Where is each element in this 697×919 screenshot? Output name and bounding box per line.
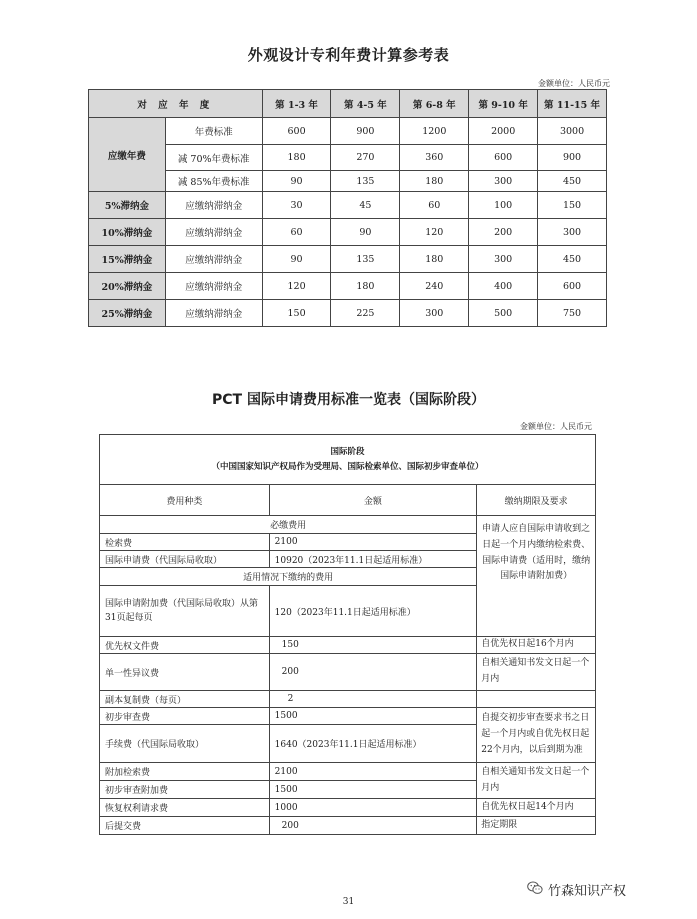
row-label: 应缴纳滞纳金 bbox=[165, 273, 262, 300]
fee-amount: 120（2023年11.1日起适用标准） bbox=[269, 586, 477, 637]
fee-name: 副本复制费（每页） bbox=[100, 691, 270, 708]
required-deadline-note: 申请人应自国际申请收到之日起一个月内缴纳检索费、国际申请费（适用时，缴纳国际申请附加费） bbox=[477, 516, 596, 637]
fee-name: 国际申请附加费（代国际局收取）从第31页起每页 bbox=[100, 586, 270, 637]
cell: 180 bbox=[400, 246, 469, 273]
header-col: 第 9-10 年 bbox=[469, 90, 538, 118]
cell: 180 bbox=[262, 145, 331, 171]
cell: 135 bbox=[331, 246, 400, 273]
table-row bbox=[100, 708, 596, 725]
fee-name: 优先权文件费 bbox=[100, 637, 270, 654]
prelim-deadline-note: 自提交初步审查要求书之日起一个月内或自优先权日起22个月内，以后到期为准 bbox=[477, 708, 596, 763]
table-row bbox=[100, 799, 596, 817]
table-row bbox=[89, 273, 607, 300]
fee-name: 恢复权利请求费 bbox=[100, 799, 270, 817]
late-fee-label: 20%滞纳金 bbox=[89, 273, 166, 300]
fee-amount: 1500 bbox=[269, 781, 477, 799]
fee-name: 国际申请费（代国际局收取） bbox=[100, 551, 270, 568]
cell: 1200 bbox=[400, 118, 469, 145]
fee-deadline: 指定期限 bbox=[477, 817, 596, 835]
section-title: 国际阶段 bbox=[330, 447, 365, 458]
table2-unit: 金额单位：人民币元 bbox=[520, 422, 592, 431]
required-fees-label: 必缴费用 bbox=[100, 516, 477, 534]
cell: 3000 bbox=[538, 118, 607, 145]
table1-title: 外观设计专利年费计算参考表 bbox=[247, 46, 450, 64]
brand-watermark: 竹森知识产权 bbox=[548, 884, 627, 899]
cell: 180 bbox=[331, 273, 400, 300]
cell: 120 bbox=[262, 273, 331, 300]
late-fee-label: 15%滞纳金 bbox=[89, 246, 166, 273]
table-row bbox=[89, 145, 607, 171]
col-header-deadline: 缴纳期限及要求 bbox=[477, 485, 596, 516]
wechat-icon bbox=[527, 881, 543, 895]
cell: 90 bbox=[262, 171, 331, 192]
row-label: 应缴纳滞纳金 bbox=[165, 246, 262, 273]
table-row bbox=[100, 637, 596, 654]
cell: 90 bbox=[331, 219, 400, 246]
row-label: 应缴纳滞纳金 bbox=[165, 192, 262, 219]
cell: 300 bbox=[538, 219, 607, 246]
cell: 90 bbox=[262, 246, 331, 273]
fee-amount: 150 bbox=[269, 637, 477, 654]
cell: 180 bbox=[400, 171, 469, 192]
fee-name: 检索费 bbox=[100, 534, 270, 551]
header-col: 第 4-5 年 bbox=[331, 90, 400, 118]
cell: 450 bbox=[538, 246, 607, 273]
fee-amount: 2100 bbox=[269, 534, 477, 551]
cell: 500 bbox=[469, 300, 538, 327]
fee-amount: 2 bbox=[269, 691, 477, 708]
col-header-amount: 金额 bbox=[269, 485, 477, 516]
row-label: 应缴纳滞纳金 bbox=[165, 300, 262, 327]
table-row bbox=[100, 817, 596, 835]
fee-amount: 200 bbox=[269, 654, 477, 691]
table-row bbox=[100, 516, 596, 534]
fee-name: 单一性异议费 bbox=[100, 654, 270, 691]
fee-deadline: 自优先权日起16个月内 bbox=[477, 637, 596, 654]
fee-amount: 1000 bbox=[269, 799, 477, 817]
fee-amount: 2100 bbox=[269, 763, 477, 781]
cell: 60 bbox=[262, 219, 331, 246]
header-col: 第 1-3 年 bbox=[262, 90, 331, 118]
cell: 100 bbox=[469, 192, 538, 219]
fee-amount: 1500 bbox=[269, 708, 477, 725]
annual-fee-table bbox=[88, 89, 607, 327]
fee-name: 初步审查附加费 bbox=[100, 781, 270, 799]
cell: 900 bbox=[331, 118, 400, 145]
cell: 600 bbox=[469, 145, 538, 171]
fee-amount: 10920（2023年11.1日起适用标准） bbox=[269, 551, 477, 568]
table-row bbox=[100, 654, 596, 691]
cell: 200 bbox=[469, 219, 538, 246]
cell: 135 bbox=[331, 171, 400, 192]
fee-deadline: 自优先权日起14个月内 bbox=[477, 799, 596, 817]
cell: 270 bbox=[331, 145, 400, 171]
row-label: 应缴纳滞纳金 bbox=[165, 219, 262, 246]
cell: 2000 bbox=[469, 118, 538, 145]
table-row bbox=[89, 246, 607, 273]
fee-name: 附加检索费 bbox=[100, 763, 270, 781]
col-header-fee-type: 费用种类 bbox=[100, 485, 270, 516]
cell: 600 bbox=[262, 118, 331, 145]
fee-name: 后提交费 bbox=[100, 817, 270, 835]
cell: 400 bbox=[469, 273, 538, 300]
cell: 120 bbox=[400, 219, 469, 246]
table-row bbox=[100, 763, 596, 781]
cell: 450 bbox=[538, 171, 607, 192]
cell: 240 bbox=[400, 273, 469, 300]
table2-title: PCT 国际申请费用标准一览表（国际阶段） bbox=[212, 392, 485, 408]
cell: 30 bbox=[262, 192, 331, 219]
cell: 360 bbox=[400, 145, 469, 171]
table-row bbox=[89, 192, 607, 219]
due-fee-label: 应缴年费 bbox=[89, 118, 166, 192]
header-year: 对 应 年 度 bbox=[89, 90, 263, 118]
row-label: 减 85%年费标准 bbox=[165, 171, 262, 192]
section-header-row bbox=[100, 435, 596, 485]
additional-deadline-note: 自相关通知书发文日起一个月内 bbox=[477, 763, 596, 799]
cell: 300 bbox=[469, 246, 538, 273]
cell: 300 bbox=[400, 300, 469, 327]
pct-fee-table bbox=[99, 434, 596, 835]
table-row bbox=[89, 300, 607, 327]
table-row bbox=[89, 219, 607, 246]
cell: 150 bbox=[262, 300, 331, 327]
table-row bbox=[100, 691, 596, 708]
fee-name: 手续费（代国际局收取） bbox=[100, 725, 270, 763]
cell: 150 bbox=[538, 192, 607, 219]
header-col: 第 6-8 年 bbox=[400, 90, 469, 118]
cell: 225 bbox=[331, 300, 400, 327]
table-header-row bbox=[89, 90, 607, 118]
fee-deadline: 自相关通知书发文日起一个月内 bbox=[477, 654, 596, 691]
fee-amount: 1640（2023年11.1日起适用标准） bbox=[269, 725, 477, 763]
section-subtitle: （中国国家知识产权局作为受理局、国际检索单位、国际初步审查单位） bbox=[211, 461, 484, 472]
late-fee-label: 5%滞纳金 bbox=[89, 192, 166, 219]
header-col: 第 11-15 年 bbox=[538, 90, 607, 118]
late-fee-label: 25%滞纳金 bbox=[89, 300, 166, 327]
table-row bbox=[89, 171, 607, 192]
optional-fees-label: 适用情况下缴纳的费用 bbox=[100, 568, 477, 586]
cell: 60 bbox=[400, 192, 469, 219]
row-label: 年费标准 bbox=[165, 118, 262, 145]
cell: 900 bbox=[538, 145, 607, 171]
fee-amount: 200 bbox=[269, 817, 477, 835]
cell: 300 bbox=[469, 171, 538, 192]
cell: 45 bbox=[331, 192, 400, 219]
late-fee-label: 10%滞纳金 bbox=[89, 219, 166, 246]
cell: 750 bbox=[538, 300, 607, 327]
cell: 600 bbox=[538, 273, 607, 300]
column-header-row bbox=[100, 485, 596, 516]
fee-name: 初步审查费 bbox=[100, 708, 270, 725]
table1-unit: 金额单位：人民币元 bbox=[538, 79, 610, 88]
table-row bbox=[89, 118, 607, 145]
row-label: 减 70%年费标准 bbox=[165, 145, 262, 171]
page-number: 31 bbox=[342, 897, 355, 907]
